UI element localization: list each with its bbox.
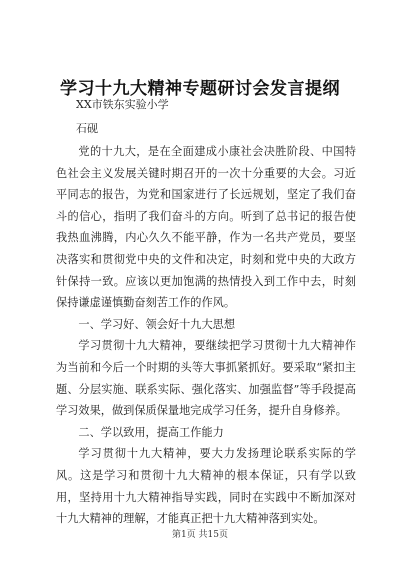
paragraph-section-1: 学习贯彻十九大精神，要继续把学习贯彻十九大精神作为当前和今后一个时期的头等大事抓紧抓好。要采取“紧扣主题、分层实施、联系实际、强化落实、加强监督”等手段提高学习效果，做到保质保量地完成学习任务，提升自身修养。 [56, 339, 356, 418]
author-name: 石砚 [76, 122, 98, 135]
paragraph-intro: 党的十九大，是在全面建成小康社会决胜阶段、中国特色社会主义发展关键时期召开的一次十分重要的大会。习近平同志的报告，为党和国家进行了长远规划，坚定了我们奋斗的信心，指明了我们奋斗的方向。听到了总书记的报告使我热血沸腾，内心久久不能平静，作为一名共产党员，要坚决落实和贯彻党中央的文件和决定，时刻和党中央的大政方针保持一致。应该以更加饱满的热情投入到工作中去，时刻保持谦虚谨慎勤奋刻苦工作的作风。 [56, 145, 356, 310]
organization-name: XX市铁东实验小学 [76, 98, 169, 111]
page-number-footer: 第1页 共15页 [171, 530, 229, 540]
section-heading-2: 二、学以致用，提高工作能力 [78, 425, 224, 439]
paragraph-section-2: 学习贯彻十九大精神，要大力发扬理论联系实际的学风。这是学习和贯彻十九大精神的根本保证，只有学以致用，坚持用十九大精神指导实践，同时在实践中不断加深对十九大精神的理解，才能真正把十九大精神落到实处。 [56, 447, 356, 526]
document-body [56, 141, 356, 530]
section-heading-1: 一、学习好、领会好十九大思想 [78, 317, 236, 331]
document-title: 学习十九大精神专题研讨会发言提纲 [60, 79, 340, 99]
